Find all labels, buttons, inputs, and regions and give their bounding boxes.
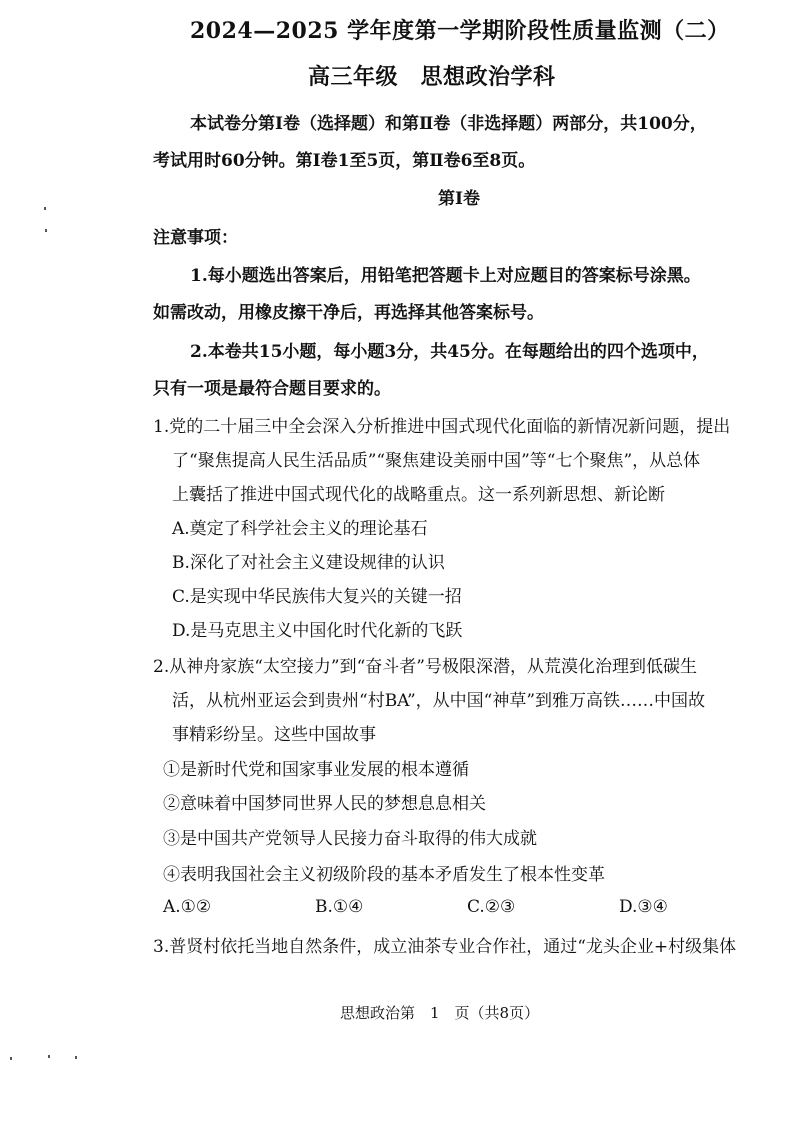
question-2-option-a: A.①② bbox=[163, 897, 212, 917]
notice-item-2-line-1: 2.本卷共15小题，每小题3分，共45分。在每题给出的四个选项中， bbox=[190, 342, 709, 362]
question-1-option-d: D.是马克思主义中国化时代化新的飞跃 bbox=[172, 621, 463, 641]
question-1-line-2: 了“聚焦提高人民生活品质”“聚焦建设美丽中国”等“七个聚焦”，从总体 bbox=[172, 451, 701, 471]
question-1-option-c: C.是实现中华民族伟大复兴的关键一招 bbox=[172, 587, 462, 607]
scan-speck bbox=[45, 229, 47, 232]
question-2-line-1: 2.从神舟家族“太空接力”到“奋斗者”号极限深潜，从荒漠化治理到低碳生 bbox=[153, 657, 697, 677]
page-footer: 思想政治第 1 页（共8页） bbox=[340, 1004, 540, 1022]
question-2-option-c: C.②③ bbox=[467, 897, 516, 917]
question-2-line-3: 事精彩纷呈。这些中国故事 bbox=[172, 725, 376, 745]
question-2-statement-4: ④表明我国社会主义初级阶段的基本矛盾发生了根本性变革 bbox=[163, 865, 605, 885]
scan-speck bbox=[44, 207, 46, 210]
scan-speck bbox=[48, 1055, 50, 1058]
question-1-line-3: 上囊括了推进中国式现代化的战略重点。这一系列新思想、新论断 bbox=[172, 485, 665, 505]
notice-item-1-line-2: 如需改动，用橡皮擦干净后，再选择其他答案标号。 bbox=[153, 303, 544, 323]
exam-subtitle: 高三年级 思想政治学科 bbox=[308, 64, 556, 90]
question-1-option-a: A.奠定了科学社会主义的理论基石 bbox=[172, 519, 428, 539]
exam-title: 2024—2025 学年度第一学期阶段性质量监测（二） bbox=[190, 18, 730, 44]
intro-line-2: 考试用时60分钟。第Ⅰ卷1至5页，第Ⅱ卷6至8页。 bbox=[153, 151, 536, 171]
question-2-statement-1: ①是新时代党和国家事业发展的根本遵循 bbox=[163, 760, 469, 780]
question-2-statement-2: ②意味着中国梦同世界人民的梦想息息相关 bbox=[163, 794, 486, 814]
notice-item-1-line-1: 1.每小题选出答案后，用铅笔把答题卡上对应题目的答案标号涂黑。 bbox=[190, 266, 701, 286]
question-1-line-1: 1.党的二十届三中全会深入分析推进中国式现代化面临的新情况新问题，提出 bbox=[153, 417, 731, 437]
question-3-line-1: 3.普贤村依托当地自然条件，成立油茶专业合作社，通过“龙头企业+村级集体 bbox=[153, 937, 737, 957]
question-2-option-b: B.①④ bbox=[315, 897, 364, 917]
scan-speck bbox=[10, 1057, 12, 1060]
notice-heading: 注意事项： bbox=[153, 228, 238, 248]
question-2-option-d: D.③④ bbox=[619, 897, 668, 917]
intro-line-1: 本试卷分第Ⅰ卷（选择题）和第Ⅱ卷（非选择题）两部分，共100分， bbox=[190, 114, 707, 134]
scan-speck bbox=[75, 1056, 77, 1059]
question-2-line-2: 活，从杭州亚运会到贵州“村BA”，从中国“神草”到雅万高铁……中国故 bbox=[172, 691, 706, 711]
question-1-option-b: B.深化了对社会主义建设规律的认识 bbox=[172, 553, 445, 573]
part1-heading: 第Ⅰ卷 bbox=[438, 189, 480, 209]
question-2-statement-3: ③是中国共产党领导人民接力奋斗取得的伟大成就 bbox=[163, 829, 537, 849]
notice-item-2-line-2: 只有一项是最符合题目要求的。 bbox=[153, 379, 391, 399]
